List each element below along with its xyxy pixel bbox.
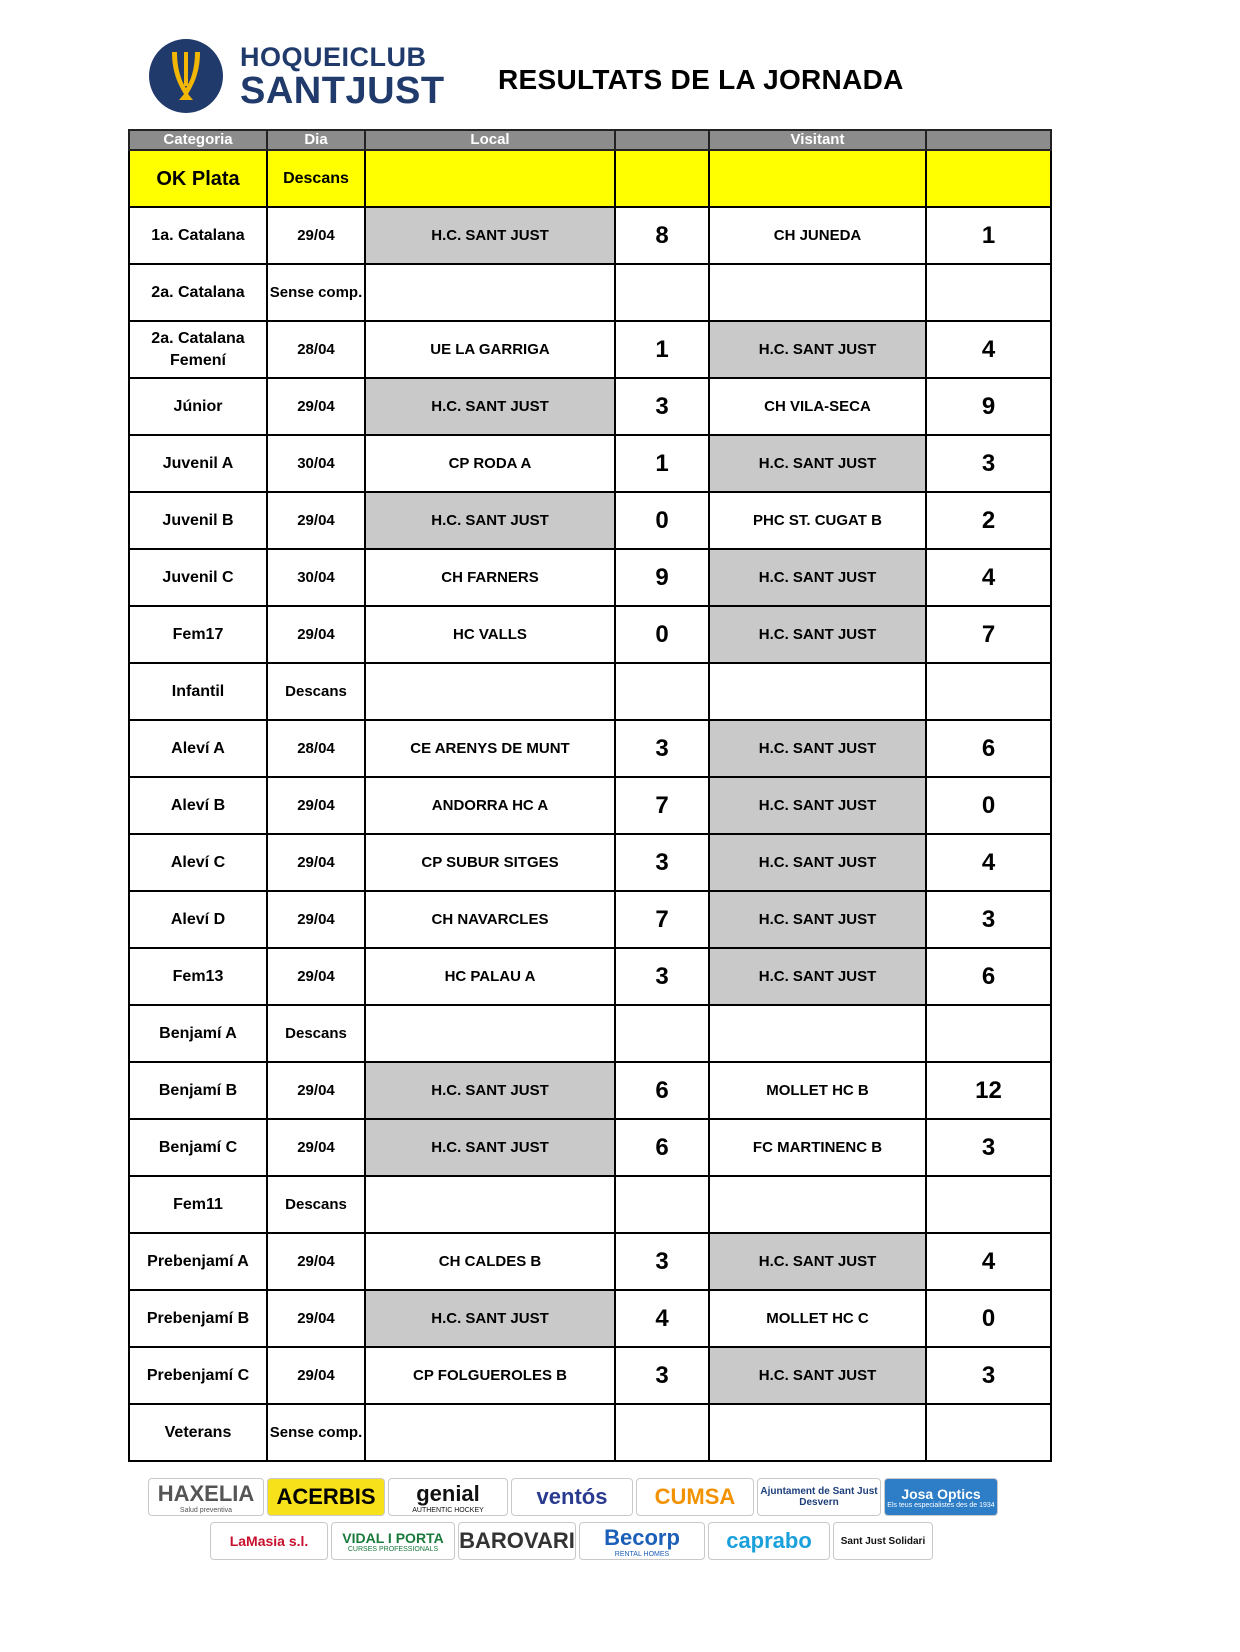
category-cell: Juvenil B [129,492,267,549]
club-name-line1: HOQUEICLUB [240,42,427,72]
local-team-cell [365,1176,615,1233]
category-cell: Benjamí C [129,1119,267,1176]
visitant-score-cell: 1 [926,207,1051,264]
local-team-cell: CE ARENYS DE MUNT [365,720,615,777]
visitant-score-cell: 6 [926,720,1051,777]
date-cell: 29/04 [267,834,365,891]
local-score-cell: 7 [615,777,709,834]
visitant-score-cell: 3 [926,1119,1051,1176]
local-team-cell [365,1005,615,1062]
sponsor-logo [210,1522,328,1560]
visitant-score-cell [926,1404,1051,1461]
local-team-cell: CH NAVARCLES [365,891,615,948]
table-header-row [129,130,1051,150]
visitant-team-cell: PHC ST. CUGAT B [709,492,926,549]
local-score-cell: 3 [615,834,709,891]
date-cell: 29/04 [267,1233,365,1290]
local-team-cell [365,264,615,321]
sponsor-logo [511,1478,633,1516]
local-score-cell [615,150,709,207]
visitant-score-cell: 3 [926,891,1051,948]
category-cell: Aleví B [129,777,267,834]
sponsor-name: genial [416,1480,480,1506]
results-body [129,150,1051,1461]
table-row [129,663,1051,720]
local-team-cell: ANDORRA HC A [365,777,615,834]
local-team-cell: CH CALDES B [365,1233,615,1290]
category-cell: Juvenil C [129,549,267,606]
table-row [129,606,1051,663]
visitant-team-cell [709,1404,926,1461]
table-row [129,549,1051,606]
local-score-cell [615,264,709,321]
visitant-score-cell: 4 [926,549,1051,606]
date-cell: Sense comp. [267,1404,365,1461]
date-cell: 29/04 [267,1347,365,1404]
sponsor-logo [833,1522,933,1560]
sponsor-logo [757,1478,881,1516]
sponsor-logo [579,1522,705,1560]
local-team-cell: H.C. SANT JUST [365,207,615,264]
date-cell: 29/04 [267,948,365,1005]
visitant-score-cell: 0 [926,777,1051,834]
category-cell: Juvenil A [129,435,267,492]
sponsors-row-1 [148,1478,1001,1516]
sponsor-name: Josa Optics [901,1485,981,1502]
table-row [129,150,1051,207]
visitant-score-cell: 12 [926,1062,1051,1119]
category-cell: Fem17 [129,606,267,663]
visitant-team-cell: H.C. SANT JUST [709,1233,926,1290]
sponsor-logo [331,1522,455,1560]
local-team-cell: CP SUBUR SITGES [365,834,615,891]
visitant-team-cell: MOLLET HC B [709,1062,926,1119]
sponsor-tagline: Salud preventiva [179,1506,233,1514]
date-cell: Descans [267,663,365,720]
visitant-score-cell [926,663,1051,720]
table-row [129,1290,1051,1347]
category-cell: Prebenjamí C [129,1347,267,1404]
local-score-cell: 3 [615,720,709,777]
sponsor-logo [458,1522,576,1560]
date-cell: Descans [267,150,365,207]
visitant-score-cell [926,1176,1051,1233]
local-team-cell: CP RODA A [365,435,615,492]
category-cell: Fem11 [129,1176,267,1233]
sponsor-tagline: AUTHENTIC HOCKEY [412,1506,484,1514]
table-row [129,1347,1051,1404]
visitant-score-cell: 3 [926,1347,1051,1404]
sponsor-name: HAXELIA [157,1480,255,1506]
category-cell: Prebenjamí A [129,1233,267,1290]
visitant-team-cell: H.C. SANT JUST [709,606,926,663]
visitant-team-cell: H.C. SANT JUST [709,777,926,834]
header-local-score [615,130,709,150]
sponsor-logo [708,1522,830,1560]
visitant-score-cell: 6 [926,948,1051,1005]
visitant-score-cell: 4 [926,321,1051,378]
header-local: Local [365,130,615,150]
visitant-team-cell: H.C. SANT JUST [709,549,926,606]
sponsor-name: ACERBIS [276,1484,376,1509]
visitant-team-cell [709,663,926,720]
local-team-cell: CH FARNERS [365,549,615,606]
club-name-line2: SANTJUST [240,70,445,112]
sponsor-name: CUMSA [654,1484,736,1509]
header-categoria: Categoria [129,130,267,150]
date-cell: Descans [267,1005,365,1062]
table-row [129,834,1051,891]
category-cell: Aleví C [129,834,267,891]
club-emblem-icon [148,38,224,114]
visitant-score-cell: 4 [926,834,1051,891]
local-team-cell [365,663,615,720]
local-team-cell: H.C. SANT JUST [365,492,615,549]
local-score-cell: 0 [615,492,709,549]
local-score-cell [615,1005,709,1062]
date-cell: 29/04 [267,891,365,948]
table-row [129,948,1051,1005]
date-cell: 29/04 [267,777,365,834]
table-row [129,321,1051,378]
local-team-cell: H.C. SANT JUST [365,378,615,435]
visitant-score-cell: 0 [926,1290,1051,1347]
date-cell: 29/04 [267,492,365,549]
date-cell: Sense comp. [267,264,365,321]
category-cell: Fem13 [129,948,267,1005]
category-cell: 2a. Catalana Femení [129,321,267,378]
table-row [129,720,1051,777]
date-cell: 29/04 [267,1062,365,1119]
table-row [129,435,1051,492]
local-team-cell: HC VALLS [365,606,615,663]
visitant-team-cell: H.C. SANT JUST [709,891,926,948]
category-cell: Infantil [129,663,267,720]
category-cell: Júnior [129,378,267,435]
table-row [129,1005,1051,1062]
sponsor-tagline: RENTAL HOMES [614,1550,670,1558]
visitant-team-cell: H.C. SANT JUST [709,435,926,492]
local-score-cell: 3 [615,1347,709,1404]
sponsor-name: ventós [536,1484,608,1509]
header-visitant-score [926,130,1051,150]
header-dia: Dia [267,130,365,150]
visitant-team-cell: MOLLET HC C [709,1290,926,1347]
sponsor-tagline: CURSES PROFESSIONALS [347,1545,439,1553]
local-team-cell: H.C. SANT JUST [365,1119,615,1176]
table-row [129,1119,1051,1176]
date-cell: 29/04 [267,207,365,264]
local-score-cell: 1 [615,435,709,492]
table-row [129,207,1051,264]
local-team-cell: UE LA GARRIGA [365,321,615,378]
sponsor-logo [267,1478,385,1516]
table-row [129,777,1051,834]
date-cell: 30/04 [267,435,365,492]
local-score-cell: 6 [615,1119,709,1176]
local-team-cell: CP FOLGUEROLES B [365,1347,615,1404]
local-score-cell: 0 [615,606,709,663]
category-cell: OK Plata [129,150,267,207]
local-score-cell: 9 [615,549,709,606]
local-score-cell: 7 [615,891,709,948]
category-cell: Aleví D [129,891,267,948]
date-cell: 29/04 [267,1119,365,1176]
local-score-cell: 3 [615,948,709,1005]
category-cell: Benjamí A [129,1005,267,1062]
local-team-cell: H.C. SANT JUST [365,1062,615,1119]
date-cell: Descans [267,1176,365,1233]
table-row [129,1062,1051,1119]
local-score-cell: 4 [615,1290,709,1347]
visitant-score-cell: 3 [926,435,1051,492]
table-row [129,891,1051,948]
sponsor-logo [148,1478,264,1516]
category-cell: Prebenjamí B [129,1290,267,1347]
local-score-cell: 3 [615,378,709,435]
sponsor-name: VIDAL I PORTA [342,1529,444,1546]
visitant-team-cell: CH JUNEDA [709,207,926,264]
table-row [129,1176,1051,1233]
local-score-cell [615,1404,709,1461]
sponsor-name: Becorp [604,1524,680,1550]
table-row [129,1233,1051,1290]
local-score-cell: 3 [615,1233,709,1290]
table-row [129,378,1051,435]
category-cell: Veterans [129,1404,267,1461]
date-cell: 28/04 [267,321,365,378]
local-team-cell: H.C. SANT JUST [365,1290,615,1347]
category-cell: 2a. Catalana [129,264,267,321]
sponsor-name: BAROVARI [459,1528,575,1553]
page-title: RESULTATS DE LA JORNADA [498,64,904,95]
category-cell: 1a. Catalana [129,207,267,264]
visitant-team-cell [709,264,926,321]
date-cell: 28/04 [267,720,365,777]
visitant-team-cell: FC MARTINENC B [709,1119,926,1176]
date-cell: 30/04 [267,549,365,606]
local-score-cell [615,663,709,720]
club-logo [148,36,448,116]
visitant-team-cell: H.C. SANT JUST [709,948,926,1005]
visitant-score-cell [926,1005,1051,1062]
sponsor-name: Sant Just Solidari [840,1535,926,1547]
category-cell: Benjamí B [129,1062,267,1119]
visitant-team-cell: H.C. SANT JUST [709,321,926,378]
visitant-score-cell [926,150,1051,207]
local-score-cell: 8 [615,207,709,264]
sponsor-tagline: Els teus especialistes des de 1934 [887,1501,995,1509]
visitant-score-cell: 9 [926,378,1051,435]
sponsor-name: caprabo [726,1528,812,1553]
visitant-score-cell: 4 [926,1233,1051,1290]
table-row [129,492,1051,549]
visitant-team-cell [709,1005,926,1062]
sponsor-logo [388,1478,508,1516]
results-table [128,129,1052,1462]
date-cell: 29/04 [267,378,365,435]
sponsor-logo [636,1478,754,1516]
sponsor-logo [884,1478,998,1516]
local-team-cell: HC PALAU A [365,948,615,1005]
local-score-cell [615,1176,709,1233]
visitant-team-cell [709,1176,926,1233]
visitant-team-cell: H.C. SANT JUST [709,720,926,777]
local-score-cell: 6 [615,1062,709,1119]
date-cell: 29/04 [267,606,365,663]
table-row [129,264,1051,321]
visitant-score-cell: 7 [926,606,1051,663]
category-cell: Aleví A [129,720,267,777]
local-score-cell: 1 [615,321,709,378]
table-row [129,1404,1051,1461]
sponsor-name: Ajuntament de Sant Just Desvern [760,1486,878,1508]
sponsor-name: LaMasia s.l. [229,1533,309,1549]
sponsors-row-2 [210,1522,936,1560]
date-cell: 29/04 [267,1290,365,1347]
local-team-cell [365,150,615,207]
local-team-cell [365,1404,615,1461]
visitant-team-cell: CH VILA-SECA [709,378,926,435]
visitant-team-cell: H.C. SANT JUST [709,1347,926,1404]
header-visitant: Visitant [709,130,926,150]
visitant-score-cell [926,264,1051,321]
visitant-score-cell: 2 [926,492,1051,549]
visitant-team-cell [709,150,926,207]
visitant-team-cell: H.C. SANT JUST [709,834,926,891]
